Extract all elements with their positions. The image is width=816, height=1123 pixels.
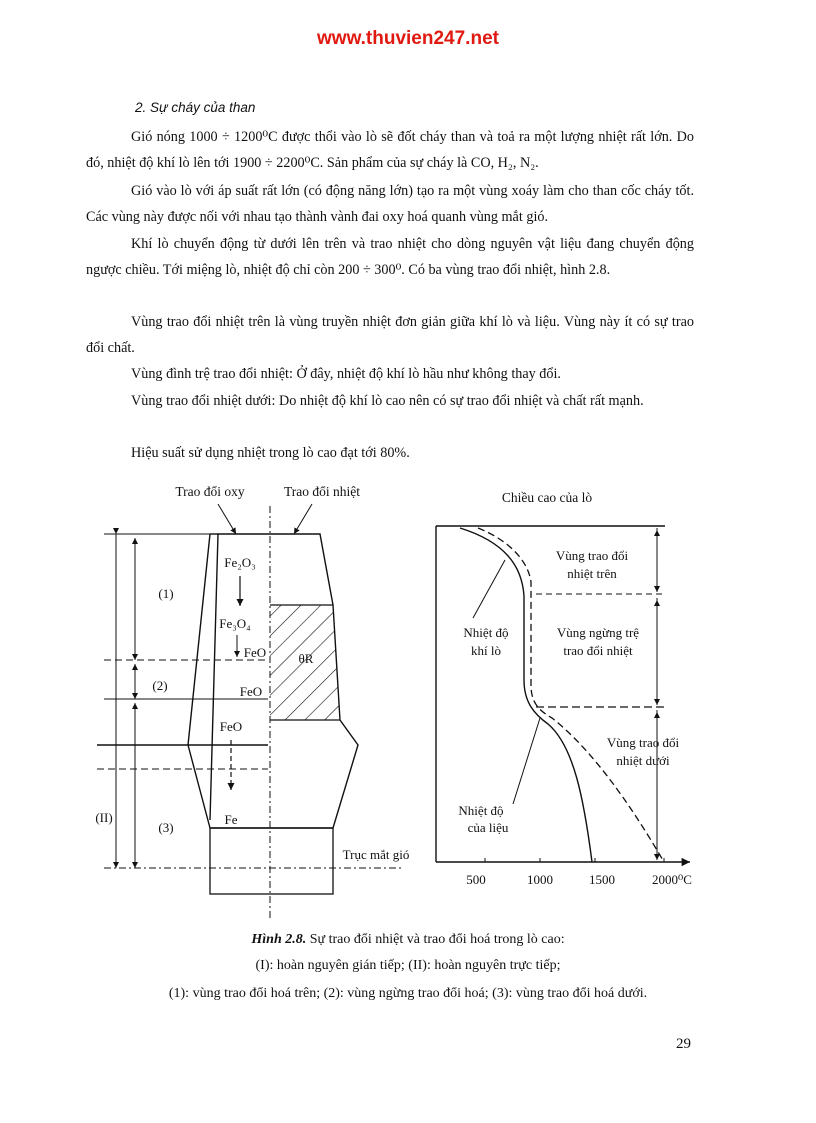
material-temp-line1: Nhiệt độ [458, 803, 504, 818]
fe3o4-label: Fe₃O₄ [219, 616, 251, 631]
zone-1-label: (1) [158, 586, 174, 601]
feo-low-label: FeO [219, 719, 243, 734]
zone-3-label: (3) [158, 820, 174, 835]
zone-II-label: (II) [95, 810, 113, 825]
tick-1000: 1000 [527, 872, 553, 887]
temperature-profile-chart [436, 490, 692, 887]
caption-line-3: (1): vùng trao đổi hoá trên; (2): vùng ngừng trao đổi hoá; (3): vùng trao đổi hoá dưới. [168, 986, 648, 1001]
paragraph-upper-zone: Vùng trao đổi nhiệt trên là vùng truyền nhiệt đơn giản giữa khí lò và liệu. Vùng này ít có sự trao đổi chất. [86, 314, 694, 356]
paragraph-lower-zone: Vùng trao đổi nhiệt dưới: Do nhiệt độ khí lò cao nên có sự trao đổi nhiệt và chất rất mạnh. [131, 393, 644, 409]
site-url[interactable]: www.thuvien247.net [317, 28, 499, 49]
tuyere-axis-label: Trục mắt gió [342, 847, 410, 862]
zone-stagnant-line1: Vùng ngừng trệ [556, 625, 640, 640]
tick-500: 500 [466, 872, 486, 887]
paragraph-stagnant-zone: Vùng đình trệ trao đổi nhiệt: Ở đây, nhiệt độ khí lò hầu như không thay đổi. [131, 366, 561, 382]
figure-caption [0, 932, 816, 948]
feo-arrow-label: FeO [243, 645, 267, 660]
feo-mid-label: FeO [239, 684, 263, 699]
paragraph-swirl-zone: Gió vào lò với áp suất rất lớn (có động năng lớn) tạo ra một vùng xoáy làm cho than cốc cháy tốt. Các vùng này được nối với nhau tạo thành vành đai oxy hoá quanh vùng mắt gió. [86, 183, 694, 225]
fe2o3-label: Fe₂O₃ [224, 555, 256, 570]
chart-title: Chiều cao của lò [501, 490, 593, 505]
caption-line-2: (I): hoàn nguyên gián tiếp; (II): hoàn nguyên trực tiếp; [255, 958, 561, 973]
zone-lower-line1: Vùng trao đổi [606, 735, 680, 750]
caption-label: Hình 2.8. [251, 932, 307, 947]
label-oxygen-exchange: Trao đổi oxy [175, 484, 245, 499]
zone-upper-line2: nhiệt trên [567, 566, 617, 581]
paragraph-hot-blast: Gió nóng 1000 ÷ 1200⁰C được thổi vào lò sẽ đốt cháy than và toả ra một lượng nhiệt rất lớn. Do đó, nhiệt độ khí lò lên tới 1900 ÷ 2200⁰C. Sản phẩm của sự cháy là CO, H₂, N₂. [86, 129, 694, 171]
zone-2-label: (2) [152, 678, 168, 693]
theta-r-label: θR [298, 651, 314, 666]
section-heading: 2. Sự cháy của than [135, 100, 256, 115]
paragraph-efficiency: Hiệu suất sử dụng nhiệt trong lò cao đạt tới 80%. [131, 445, 410, 461]
zone-stagnant-line2: trao đổi nhiệt [563, 643, 633, 658]
caption-title: Sự trao đổi nhiệt và trao đổi hoá trong lò cao: [306, 932, 565, 947]
label-heat-exchange: Trao đổi nhiệt [283, 484, 361, 499]
page-number: 29 [676, 1036, 691, 1052]
furnace-diagram [95, 484, 409, 920]
gas-temp-line2: khí lò [471, 643, 501, 658]
material-temp-line2: của liệu [467, 820, 509, 835]
paragraph-gas-flow: Khí lò chuyển động từ dưới lên trên và trao nhiệt cho dòng nguyên vật liệu đang chuyển động ngược chiều. Tới miệng lò, nhiệt độ chỉ còn 200 ÷ 300⁰. Có ba vùng trao đổi nhiệt, hình 2.8. [86, 236, 694, 278]
zone-lower-line2: nhiệt dưới [616, 753, 670, 768]
tick-1500: 1500 [589, 872, 615, 887]
figure-2-8 [0, 470, 816, 930]
fe-label: Fe [224, 812, 238, 827]
gas-temp-line1: Nhiệt độ [463, 625, 509, 640]
tick-2000: 2000⁰C [652, 872, 692, 887]
zone-upper-line1: Vùng trao đổi [555, 548, 629, 563]
